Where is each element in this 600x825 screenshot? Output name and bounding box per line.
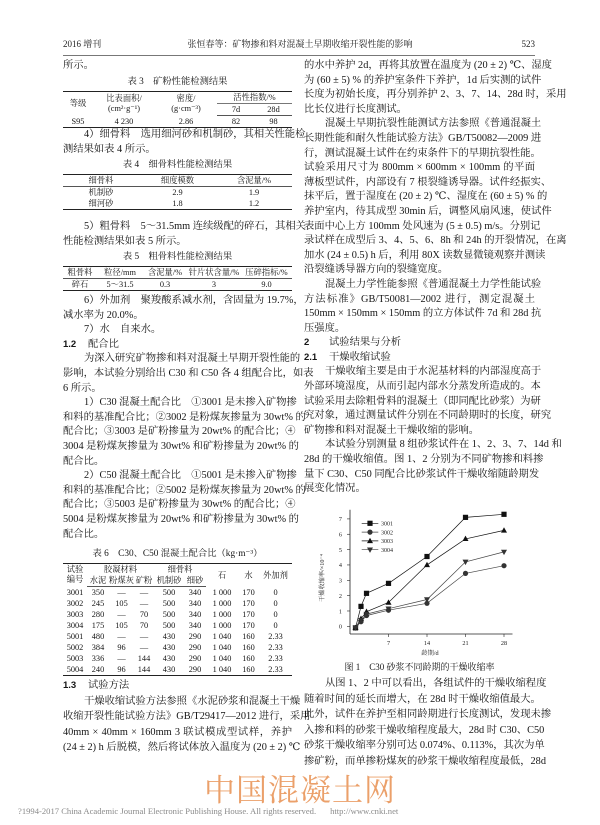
table-cell: 290 (188, 632, 202, 641)
journal-issue: 2016 增刊 (63, 39, 102, 49)
table-cell: — (117, 632, 126, 641)
text-line: 干燥收缩试验方法参照《水泥砂浆和混凝土干燥 (84, 695, 301, 707)
text-line: 此外，试件在养护至相同龄期进行长度测试，发现未掺 (304, 709, 552, 720)
table-cell: 98 (269, 117, 278, 126)
text-line: 和料的基准配合比；②5002 是粉煤灰掺量为 20wt% 的 (63, 484, 306, 496)
header-cell: 细砂 (184, 575, 206, 587)
table-cell: 1 000 (212, 599, 232, 608)
text-line: 和料的基准配合比；②3002 是粉煤灰掺量为 30wt% 的 (63, 411, 306, 423)
table-cell: 机制砂 (88, 188, 114, 197)
table-cell: 500 (162, 599, 176, 608)
header-cell: 压碎指标/% (241, 267, 292, 279)
table-cell: 1.9 (248, 188, 260, 197)
table-cell: 170 (242, 610, 255, 619)
text-line: 150mm × 150mm × 150mm 的立方体试件 7d 和 28d 抗 (304, 308, 542, 320)
y-tick-label: 4 (338, 562, 342, 570)
section-number: 1.3 (63, 680, 77, 691)
table-cell: 3002 (66, 599, 84, 608)
table-cell: 0 (273, 610, 278, 619)
table-cell: 160 (242, 665, 255, 674)
text-line: 压强度。 (304, 322, 346, 334)
text-line: (24 ± 2) h 后脱模，然后将试体放入温度为 (20 ± 2) ℃ (63, 742, 301, 753)
right-text-block (304, 59, 567, 497)
text-line: 为 (60 ± 5) % 的养护室条件下养护，1d 后实测的试件 (304, 74, 542, 86)
table-cell: 1.8 (172, 199, 183, 208)
table-caption: 表 4 细骨料性能检测结果 (122, 160, 233, 170)
text-line: 减水率为 20.0%。 (63, 309, 144, 321)
table-cell: S95 (71, 116, 85, 126)
table-cell: 290 (188, 643, 202, 652)
legend-marker (367, 548, 373, 553)
table-cell: 160 (242, 632, 255, 641)
table-cell: 430 (162, 654, 176, 663)
table-cell: 160 (242, 654, 255, 663)
text-line: 影响，本试验分别给出 C30 和 C50 各 4 组配合比，如表 (63, 367, 314, 379)
table-cell: 500 (162, 588, 176, 597)
section-number: 1.2 (63, 338, 77, 350)
x-axis-label: 龄期/d (421, 650, 439, 657)
text-line: 混凝土力学性能参照《普通混凝土力学性能试验 (325, 278, 542, 290)
header-cell: 粒径/mm (97, 267, 143, 279)
legend-label: 3003 (381, 539, 393, 546)
header-cell: 石 (217, 570, 227, 580)
table-row (63, 620, 292, 631)
section-heading-1-3 (63, 678, 292, 694)
header-unit: (cm²·g⁻¹) (108, 103, 140, 113)
text-line: 5）粗骨料 5～31.5mm 连续级配的碎石，其相关 (84, 221, 306, 232)
data-point (386, 581, 391, 586)
paragraph-mechanical-test (304, 278, 542, 336)
section-title: 试验结果与分析 (329, 337, 402, 349)
table-cell: 0 (273, 599, 278, 608)
text-line: 长期性能和耐久性能试验方法》GB/T50082—2009 进 (304, 132, 542, 144)
text-line: 加水 (24 ± 0.5) h 后，利用 80X 读数显微镜观察并测读 (304, 249, 546, 261)
table-caption: 表 5 粗骨料性能检测结果 (122, 252, 233, 262)
y-tick-label: 6 (338, 531, 342, 539)
series-line (356, 530, 505, 628)
header-cell: 细骨料 (167, 565, 193, 574)
header-cell: 细骨料 (63, 175, 139, 187)
table-cell: 336 (91, 654, 105, 663)
legend-marker (367, 530, 372, 535)
section-title: 干燥收缩试验 (329, 351, 391, 363)
text-line: 入掺和料的砂浆干燥收缩程度最大，28d 时 C30、C50 (304, 724, 545, 736)
table-cell: 0.3 (159, 280, 171, 289)
header-cell: 机制砂 (154, 575, 184, 587)
paragraph-drying-shrinkage-intro (304, 365, 552, 438)
section-title: 配合比 (88, 338, 119, 350)
table-cell: 170 (242, 599, 255, 608)
shrinkage-line-chart (300, 498, 535, 658)
header-cell: 等级 (69, 99, 87, 109)
table-row (63, 198, 292, 210)
table-row (63, 631, 292, 642)
table-cell: 4 230 (114, 116, 134, 126)
table-row (63, 116, 292, 128)
table-cell: — (117, 588, 126, 597)
table-cell: 480 (91, 632, 105, 641)
text-line: 40mm × 40mm × 160mm 3 联试模成型试样，养护 (63, 726, 292, 738)
table-cell: 430 (162, 665, 176, 674)
paragraph-drying-shrinkage-measure (304, 438, 562, 496)
table-row (63, 587, 292, 599)
header-cell: 外加剂 (263, 570, 288, 580)
header-label: 密度/ (176, 93, 196, 103)
text-line: 混凝土早期抗裂性能测试方法参照《普通混凝土 (325, 118, 542, 130)
table-cell: 5004 (66, 665, 84, 674)
table-cell: 0 (273, 587, 278, 597)
table-cell: 160 (242, 643, 255, 652)
table-cell: 430 (162, 643, 176, 652)
text-line: 干燥收缩主要是由于水泥基材料的内部湿度高于 (325, 366, 542, 378)
table-row (63, 609, 292, 620)
header-cell: 水泥 (87, 575, 109, 587)
table-cell: 2.86 (178, 116, 194, 126)
table-cell: 384 (91, 643, 105, 652)
paragraph-results-discussion (304, 676, 552, 769)
table-cell: 245 (91, 599, 105, 608)
text-line: 配合比。 (63, 455, 105, 467)
text-line: 收缩开裂性能试验方法》GB/T29417—2012 进行，采用 (63, 711, 311, 722)
text-line: 6 所示。 (63, 382, 102, 394)
text-line: 6）外加剂 聚羧酸系减水剂，含固量为 19.7%， (84, 295, 304, 306)
table-cell: 500 (162, 621, 176, 630)
table-cell: 1 040 (212, 665, 232, 674)
table-cell: 175 (91, 621, 105, 630)
header-unit: (g·cm⁻³) (171, 103, 201, 113)
table-cell: 170 (242, 587, 255, 597)
text-line: 比长仪进行长度测试。 (304, 103, 407, 115)
text-line: 2）C50 混凝土配合比 ①5001 是未掺入矿物掺 (84, 470, 297, 482)
header-cell: 矿粉 (135, 576, 153, 585)
data-point (501, 512, 506, 517)
table-caption: 表 3 矿粉性能检测结果 (127, 77, 228, 87)
table-cell: — (139, 643, 149, 652)
table-cell: 500 (162, 610, 176, 619)
table-cell: 5002 (66, 643, 84, 652)
table-cell: 170 (242, 621, 255, 630)
text-line: 究对象，通过测量试件分别在不同龄期时的长度，研究 (304, 410, 552, 422)
page-number: 523 (521, 39, 535, 49)
header-cell: 细度模数 (139, 175, 216, 187)
table-caption: 表 6 C30、C50 混凝土配合比（kg·m⁻³） (92, 549, 263, 559)
text-line: 从图 1、2 中可以看出，各组试件的干燥收缩程度 (325, 678, 547, 689)
text-line: 所示。 (63, 60, 94, 71)
text-line: 的水中养护 2d，再将其放置在温度为 (20 ± 2) ℃、湿度 (304, 60, 552, 71)
table-cell: 290 (188, 654, 202, 663)
section-heading-2-1 (304, 351, 535, 366)
series-3003 (353, 527, 508, 630)
section-number: 2.1 (304, 351, 318, 363)
section-number: 2 (304, 337, 310, 349)
table-cell: 2.33 (268, 643, 283, 652)
text-line: 3004 是粉煤灰掺量为 30wt% 和矿粉掺量为 20wt% 的 (63, 440, 299, 452)
table-cell: 2.33 (268, 632, 283, 641)
header-label: 比表面积/ (106, 93, 142, 103)
paragraph-c50-mix (63, 469, 306, 542)
table-row (63, 642, 292, 653)
text-line: 录试样在成型后 3、4、5、6、8h 和 24h 的开裂情况，在离 (304, 235, 567, 247)
table-row (63, 279, 292, 291)
series-line (356, 514, 505, 628)
text-line: 5004 是粉煤灰掺量为 20wt% 和矿粉掺量为 30wt% 的 (63, 513, 299, 525)
header-rule (63, 55, 535, 56)
legend-marker (367, 521, 372, 526)
table-cell: 1 040 (212, 632, 232, 641)
x-tick-label: 28 (500, 640, 508, 647)
x-tick-label: 21 (462, 640, 469, 647)
paragraph-admixture (63, 294, 304, 323)
x-tick-label: 7 (386, 640, 391, 647)
table-cell: 3004 (66, 621, 84, 630)
text-line: 随着时间的延长而增大，在 28d 时干燥收缩值最大。 (304, 693, 541, 705)
table-cell: 1 000 (212, 621, 232, 630)
data-point (424, 554, 429, 559)
text-line: 性能检测结果如表 5 所示。 (63, 235, 187, 247)
legend-item (362, 548, 393, 554)
copyright-footer (18, 805, 398, 817)
table-cell: 340 (188, 610, 202, 619)
table-cell: — (117, 610, 126, 619)
left-method-block (63, 678, 311, 756)
header-cell: 含泥量/% (216, 175, 292, 187)
header-cell: 试验编号 (66, 565, 84, 585)
text-line: 为深入研究矿物掺和料对混凝土早期开裂性能的 (84, 353, 301, 365)
header-cell: 水 (244, 570, 253, 580)
table-cell: 1.2 (248, 199, 260, 208)
text-line: 28d 的干燥收缩值。图 1、2 分别为不同矿物掺和料掺 (304, 454, 544, 466)
table-cell: 2.9 (172, 188, 183, 197)
table-cell: 70 (139, 621, 149, 630)
table-3-slag-properties (63, 91, 292, 128)
data-point (463, 515, 468, 520)
site-watermark: 中国混凝土网 (204, 773, 396, 809)
data-point (364, 591, 369, 596)
table-cell: 340 (188, 588, 202, 597)
header-cell: 含泥量/% (143, 267, 187, 279)
text-line: 配合比；③3003 是矿粉掺量为 20wt% 的配合比；④ (63, 426, 296, 438)
table-5-coarse-aggregate (63, 266, 292, 291)
table-cell: 340 (188, 599, 202, 608)
table-cell: 350 (91, 588, 105, 597)
footer-url: http://www.cnki.net (330, 806, 399, 816)
table-row (63, 187, 292, 199)
table-cell: 290 (188, 665, 202, 674)
figure-caption: 图 1 C30 砂浆不同龄期的干燥收缩率 (344, 662, 495, 672)
legend-label: 3004 (381, 547, 393, 554)
y-tick-label: 3 (338, 577, 342, 585)
section-heading-2 (304, 336, 535, 351)
y-tick-label: 1 (338, 608, 342, 616)
table-cell: 2.33 (268, 665, 283, 674)
paragraph (63, 59, 292, 74)
y-tick-label: 5 (338, 546, 342, 554)
table-cell: 0 (273, 621, 278, 630)
running-title: 张恒春等：矿物掺和料对混凝土早期收缩开裂性能的影响 (187, 39, 413, 49)
table-cell: 280 (91, 610, 105, 619)
text-line: 试验采用尺寸为 800mm × 600mm × 100mm 的平面 (304, 162, 535, 174)
text-line: 配合比。 (63, 528, 105, 540)
table-cell: 3003 (66, 610, 84, 619)
paragraph-crack-test (304, 117, 567, 278)
table-cell: 9.0 (261, 280, 272, 289)
table-cell: 144 (137, 665, 151, 674)
header-cell: 粗骨料 (63, 267, 97, 279)
data-point (358, 604, 363, 609)
paragraph-c30-mix (63, 396, 306, 469)
text-line: 配合比；③5003 是矿粉掺量为 30wt% 的配合比；④ (63, 499, 296, 511)
paragraph-curing-continued (304, 59, 567, 117)
text-line: 砂浆干燥收缩率分别可达 0.074%、0.113%，其次为单 (304, 740, 545, 751)
text-line: 方法标准》GB/T50081—2002 进行，测定混凝土 (304, 293, 535, 305)
text-line: 抹平后，置于湿度在 (20 ± 2) ℃、湿度在 (60 ± 5) % 的 (304, 191, 548, 203)
table-cell: — (139, 632, 149, 641)
paragraph-test-method (63, 694, 311, 756)
table-cell: — (117, 654, 126, 663)
text-line: 试验采用去除粗骨料的混凝土（即同配比砂浆）为研 (304, 395, 541, 407)
table-row (63, 598, 292, 609)
table-cell: 2.33 (268, 654, 283, 663)
text-line: 行，测试混凝土试件在约束条件下的早期抗裂性能。 (304, 147, 541, 159)
text-line: 矿物掺和料对混凝土干燥收缩的影响。 (304, 424, 480, 436)
header-cell: 胶凝材料 (103, 565, 138, 574)
table-cell: 细河砂 (88, 199, 114, 208)
table-cell: 1 040 (212, 654, 232, 663)
text-line: 7）水 自来水。 (84, 324, 162, 336)
table-cell: 96 (117, 643, 126, 652)
table-row (63, 653, 292, 664)
table-cell: 105 (115, 599, 128, 608)
legend-label: 3002 (381, 530, 393, 537)
header-cell: 针片状含量/% (188, 268, 240, 277)
table-6-mix-proportions (63, 563, 292, 676)
table-cell: 5003 (66, 654, 84, 663)
series-3001 (353, 512, 507, 631)
table-cell: 96 (117, 665, 126, 674)
table-cell: 1 040 (212, 643, 232, 652)
table-cell: 70 (139, 610, 149, 619)
text-line: 4）细骨料 选用细河砂和机制砂，其相关性能检 (84, 129, 306, 140)
y-tick-label: 7 (338, 516, 342, 524)
legend-marker (367, 538, 373, 543)
table-cell: 5001 (66, 632, 84, 641)
table-cell: 240 (91, 665, 105, 674)
header-cell (93, 92, 155, 116)
table-cell: — (139, 588, 149, 597)
text-line: 展变化情况。 (304, 483, 366, 495)
table-cell: 82 (231, 117, 241, 126)
header-cell: 粉煤灰 (109, 576, 134, 585)
table-cell: 430 (162, 632, 176, 641)
table-cell: 3001 (66, 587, 84, 597)
y-axis-label: 干燥收缩率/×10⁻⁴ (319, 554, 326, 602)
table-cell: 碎石 (71, 280, 89, 289)
legend-label: 3001 (381, 521, 393, 528)
text-line: 量下 C30、C50 同配合比砂浆试件干燥收缩随龄期发 (304, 468, 540, 480)
table-row (63, 664, 292, 676)
text-line: 养护室内，待其成型 30min 后，调整风扇风速，使试件 (304, 205, 552, 217)
text-line: 长度为初始长度，再分别养护 2、3、7、14、28d 时，采用 (304, 89, 567, 101)
data-point (501, 563, 506, 568)
header-cell: 28d (255, 104, 292, 116)
table-cell: 1 000 (212, 610, 232, 619)
y-tick-label: 2 (338, 592, 342, 600)
section-title: 试验方法 (88, 680, 130, 691)
paragraph-water (63, 323, 292, 338)
x-tick-label: 14 (423, 640, 431, 647)
section-heading-1-2 (63, 338, 292, 353)
paragraph-fine-aggregate (63, 128, 306, 157)
copyright-text: ?1994-2017 China Academic Journal Electronic Publishing House. All rights reserved. (18, 806, 317, 816)
table-cell: 105 (115, 621, 128, 630)
legend-item (362, 538, 393, 545)
data-point (424, 562, 430, 567)
table-4-fine-aggregate (63, 174, 292, 210)
legend-item (362, 530, 393, 537)
table-cell: — (139, 599, 149, 608)
table-cell: 340 (188, 621, 202, 630)
table-cell: 144 (137, 654, 151, 663)
legend-item (362, 521, 393, 528)
text-line: 沿裂缝诱导器方向的裂缝宽度。 (304, 264, 449, 276)
paragraph-coarse-aggregate (63, 220, 306, 249)
text-line: 外部环境湿度，从而引起内部水分蒸发所造成的。本 (304, 381, 541, 393)
text-line: 1）C30 混凝土配合比 ①3001 是未掺入矿物掺 (84, 397, 297, 409)
table-cell: 1 000 (212, 587, 232, 597)
data-point (463, 571, 468, 576)
header-cell (155, 92, 217, 116)
text-line: 薄板型试件，内部设有 7 根裂缝诱导器。试件经振实、 (304, 176, 552, 188)
text-line: 表面中心上方 100mm 处风速为 (5 ± 0.5) m/s。分别记 (304, 220, 541, 232)
text-line: 本试验分别测量 8 组砂浆试件在 1、2、3、7、14d 和 (325, 439, 562, 451)
text-line: 掺矿粉，而单掺粉煤灰的砂浆干燥收缩程度最低，28d (304, 755, 546, 767)
header-cell: 活性指数/% (233, 93, 276, 102)
text-line: 测结果如表 4 所示。 (63, 143, 156, 155)
data-point (501, 527, 507, 532)
header-cell: 7d (217, 104, 255, 116)
y-tick-label: 0 (338, 623, 342, 631)
table-cell: 3 (211, 280, 217, 289)
table-cell: 5～31.5 (106, 280, 134, 289)
series-3004 (353, 547, 508, 631)
